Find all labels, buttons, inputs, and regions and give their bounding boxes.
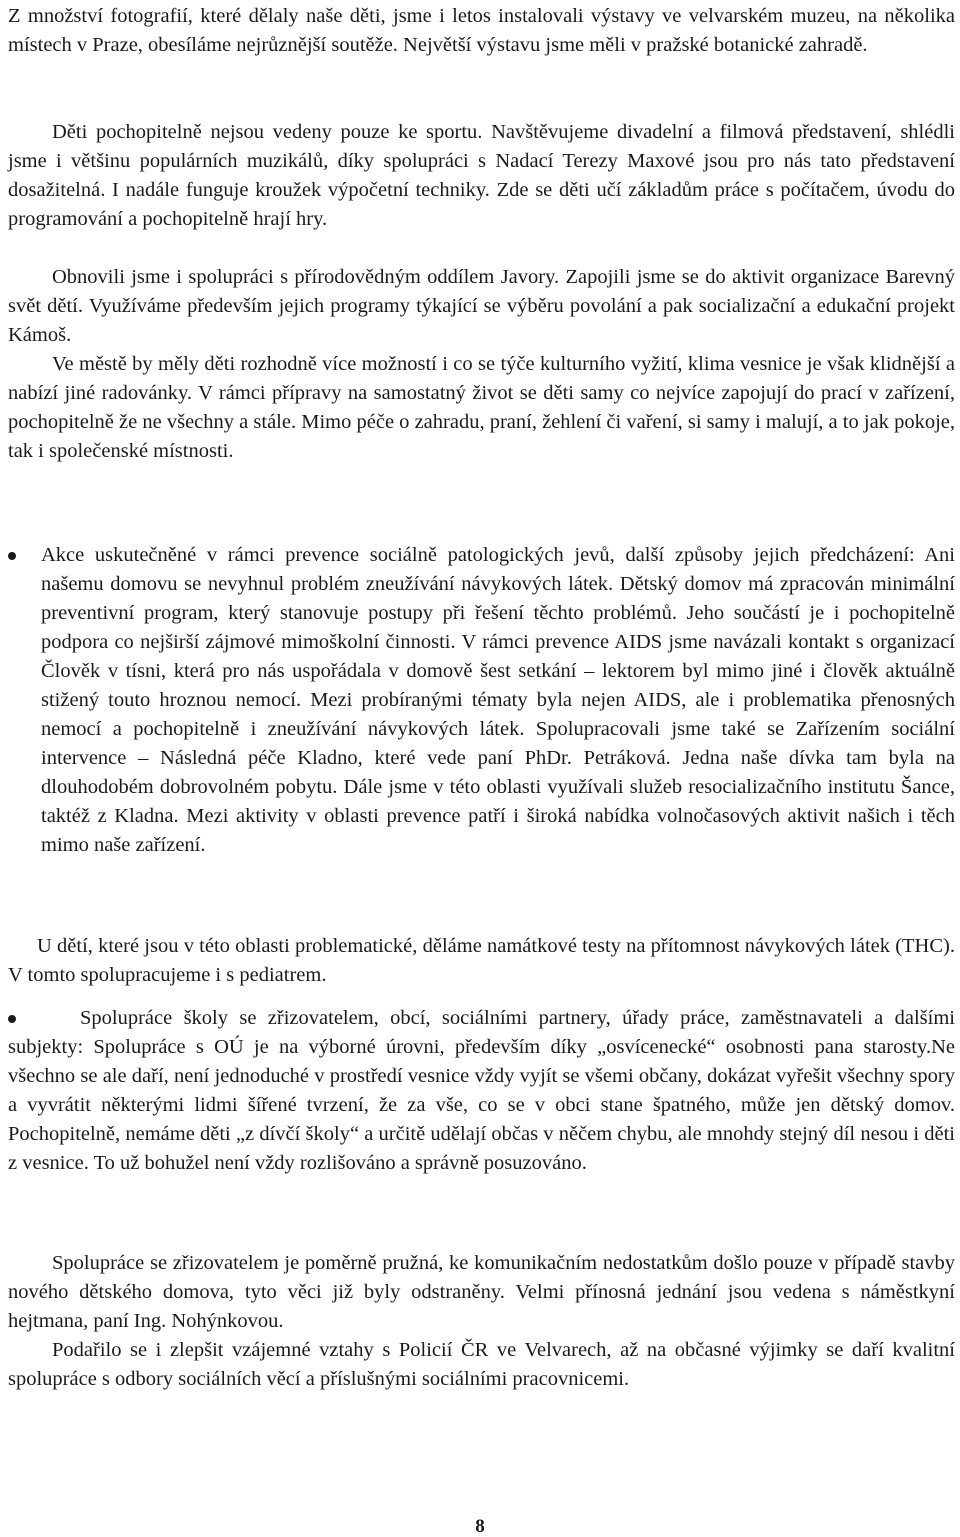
- bullet-text-prevention: Akce uskutečněné v rámci prevence sociálně patologických jevů, další způsoby jejich předcházení: Ani našemu domovu se nevyhnul problém zneužívání návykových látek. Dětský domov má zpracován minimální preventivní program, který stanovuje postupy při řešení těchto problémů. Jeho součástí je i pochopitelně podpora co nejširší zájmové mimoškolní činnosti. V rámci prevence AIDS jsme navázali kontakt s organizací Člověk v tísni, která pro nás uspořádala v domově šest setkání – lektorem byl mimo jiné i člověk aktuálně stižený touto hroznou nemocí. Mezi probíranými tématy byla nejen AIDS, ale i problematika přenosných nemocí a pochopitelně i zneužívání návykových látek. Spolupracovali jsme také se Zařízením sociální intervence – Následná péče Kladno, které vede paní PhDr. Petráková. Jedna naše dívka tam byla na dlouhodobém dobrovolném pobytu. Dále jsme v této oblasti využívali služeb resocializačního institutu Šance, taktéž z Kladna. Mezi aktivity v oblasti prevence patří i široká nabídka volnočasových aktivit našich i těch mimo naše zařízení.: [41, 544, 955, 856]
- paragraph-culture-activities: Děti pochopitelně nejsou vedeny pouze ke sportu. Navštěvujeme divadelní a filmová představení, shlédli jsme i většinu populárních muzikálů, díky spolupráci s Nadací Terezy Maxové jsou pro nás tato představení dosažitelná. I nadále funguje kroužek výpočetní techniky. Zde se děti učí základům práce s počítačem, úvodu do programování a pochopitelně hrají hry.: [8, 121, 955, 230]
- list-item-prevention: [8, 541, 955, 860]
- bullet-icon: [8, 1015, 16, 1023]
- bullet-icon: [8, 552, 16, 560]
- paragraph-village-life: Ve městě by měly děti rozhodně více možností i co se týče kulturního vyžití, klima vesnice je však klidnější a nabízí jiné radovánky. V rámci přípravy na samostatný život se děti samy co nejvíce zapojují do prací v zařízení, pochopitelně že ne všechny a stále. Mimo péče o zahradu, praní, žehlení či vaření, si samy i malují, a to jak pokoje, tak i společenské místnosti.: [8, 353, 955, 462]
- paragraph-photo-exhibitions: Z množství fotografií, které dělaly naše děti, jsme i letos instalovali výstavy ve velvarském muzeu, na několika místech v Praze, obesíláme nejrůznější soutěže. Největší výstavu jsme měli v pražské botanické zahradě.: [8, 5, 955, 56]
- list-item-cooperation: [8, 1004, 955, 1178]
- paragraph-drug-testing: U dětí, které jsou v této oblasti problematické, děláme namátkové testy na přítomnost návykových látek (THC). V tomto spolupracujeme i s pediatrem.: [8, 935, 955, 986]
- paragraph-police-cooperation: Podařilo se i zlepšit vzájemné vztahy s Policií ČR ve Velvarech, až na občasné výjimky se daří kvalitní spolupráce s odbory sociálních věcí a příslušnými sociálními pracovnicemi.: [8, 1339, 955, 1390]
- paragraph-cooperation-organizations: Obnovili jsme i spolupráci s přírodovědným oddílem Javory. Zapojili jsme se do aktivit organizace Barevný svět dětí. Využíváme především jejich programy týkající se výběru povolání a pak socializační a edukační projekt Kámoš.: [8, 266, 955, 346]
- paragraph-founder-cooperation: Spolupráce se zřizovatelem je poměrně pružná, ke komunikačním nedostatkům došlo pouze v případě stavby nového dětského domova, tyto věci již byly odstraněny. Velmi přínosná jednání jsou vedena s náměstkyní hejtmana, paní Ing. Nohýnkovou.: [8, 1252, 955, 1332]
- page-number: 8: [475, 1516, 485, 1537]
- bullet-text-cooperation: Spolupráce školy se zřizovatelem, obcí, sociálními partnery, úřady práce, zaměstnavateli a dalšími subjekty: Spolupráce s OÚ je na výborné úrovni, především díky „osvícenecké“ osobnosti pana starosty.Ne všechno se ale daří, není jednoduché v prostředí vesnice vždy vyjít se všemi občany, dokázat vyřešit všechny spory a vyvrátit některými lidmi šířené tvrzení, že za vše, co se v obci stane špatného, může jen dětský domov. Pochopitelně, nemáme děti „z dívčí školy“ a určitě udělají občas v něčem chybu, ale mnohdy stejný díl nesou i děti z vesnice. To už bohužel není vždy rozlišováno a správně posuzováno.: [8, 1007, 955, 1174]
